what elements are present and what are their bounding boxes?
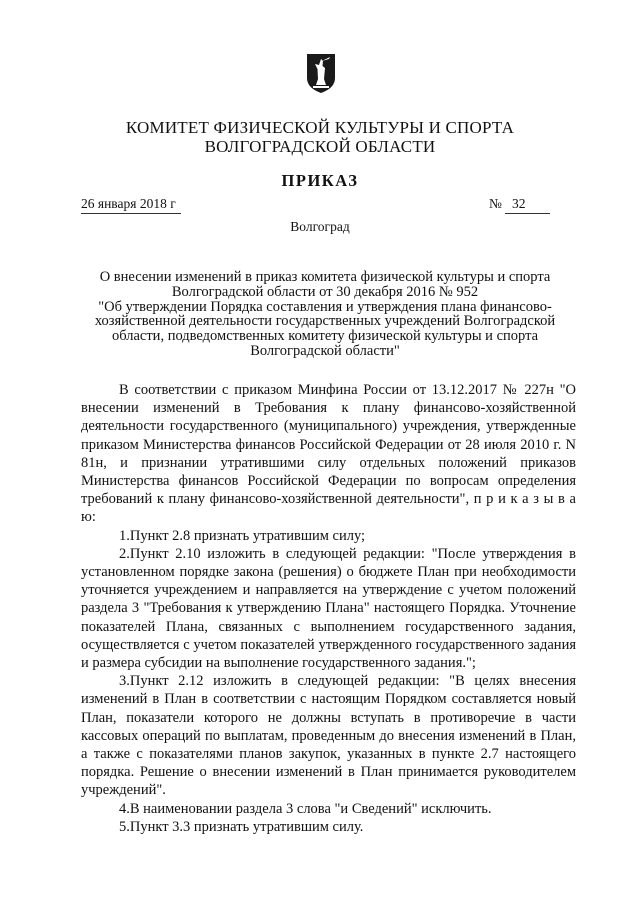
document-type: ПРИКАЗ: [281, 171, 359, 190]
body-paragraph-item-5: 5.Пункт 3.3 признать утратившим силу.: [119, 818, 364, 835]
subject-line: "Об утверждении Порядка составления и утверждения плана финансово-: [98, 298, 552, 315]
body-paragraph-item-2: 2.Пункт 2.10 изложить в следующей редакции: "После утверждения в установленном порядке закона (решения) о бюджете План при необходимости уточняется учреждением и направляется на утверждение с учетом положений раздела 3 "Требования к утверждению Плана" настоящего Порядка. Уточнение показателей Плана, связанных с выполнением государственного задания, осуществляется с учетом показателей утвержденного государственного задания и размера субсидии на выполнение государственного задания.";: [81, 545, 576, 672]
city: Волгоград: [290, 219, 350, 234]
coat-of-arms-icon: [305, 52, 337, 94]
subject-line: Волгоградской области": [250, 342, 400, 359]
body-paragraph-preamble: В соответствии с приказом Минфина России от 13.12.2017 № 227н "О внесении изменений в Требования к плану финансово-хозяйственной деятельности государственного (муниципального) учреждения, утвержденные приказом Министерства финансов Российской Федерации от 28 июля 2010 г. N 81н, и признании утратившими силу отдельных положений приказов Министерства финансов Российской Федерации по вопросам определения требований к плану финансово-хозяйственной деятельности", п р и к а з ы в а ю:: [81, 382, 576, 526]
body-paragraph-item-4: 4.В наименовании раздела 3 слова "и Сведений" исключить.: [119, 800, 492, 817]
subject-line: О внесении изменений в приказ комитета физической культуры и спорта: [99, 269, 551, 285]
subject-line: хозяйственной деятельности государственных учреждений Волгоградской: [94, 313, 556, 330]
body-paragraph-item-3: 3.Пункт 2.12 изложить в следующей редакции: "В целях внесения изменений в План в соответствии с настоящим Порядком составляется новый План, показатели которого не должны вступать в противоречие в части кассовых операций по выплатам, проведенным до внесения изменений в План, а также с показателями планов закупок, указанных в пункте 2.7 настоящего порядка. Решение о внесении изменений в План принимается руководителем учреждений".: [81, 673, 576, 799]
date-underline: [81, 213, 181, 214]
subject-line: Волгоградской области от 30 декабря 2016 № 952: [171, 283, 479, 300]
document-subject: [75, 270, 575, 359]
number-underline: [505, 213, 550, 214]
document-body: [81, 381, 576, 836]
document-date: 26 января 2018 г: [81, 196, 176, 211]
body-paragraph-item-1: 1.Пункт 2.8 признать утратившим силу;: [119, 527, 366, 544]
number-label: №: [489, 196, 502, 211]
document-number: 32: [512, 196, 526, 211]
subject-line: области, подведомственных комитету физической культуры и спорта: [111, 328, 539, 345]
org-name-line2: ВОЛГОГРАДСКОЙ ОБЛАСТИ: [204, 137, 436, 156]
org-name-line1: КОМИТЕТ ФИЗИЧЕСКОЙ КУЛЬТУРЫ И СПОРТА: [125, 118, 515, 137]
